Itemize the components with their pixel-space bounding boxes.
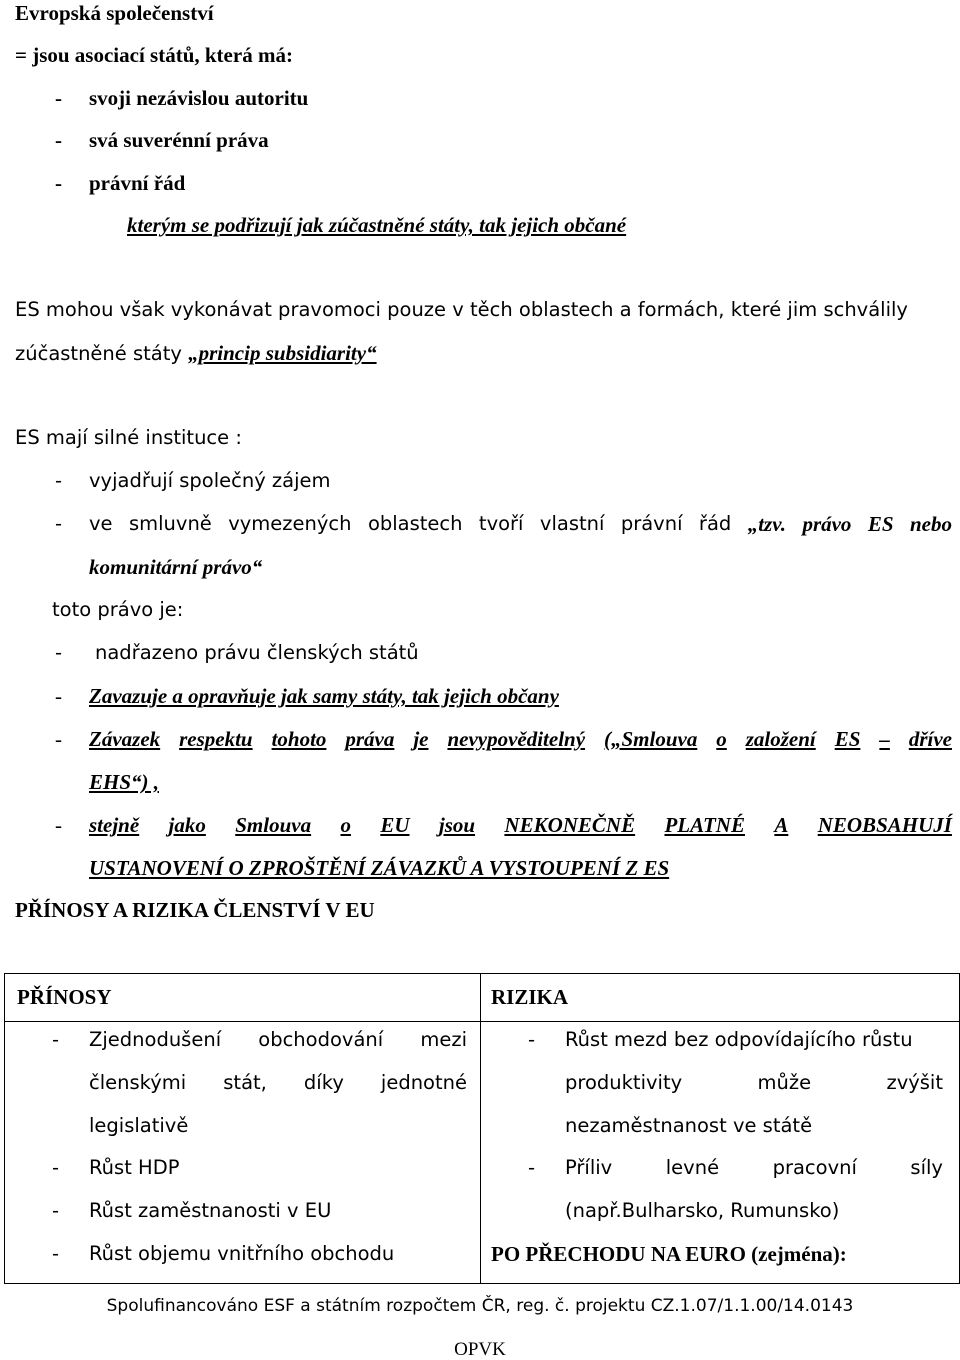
table-row	[5, 1022, 960, 1284]
word: Závazek	[89, 727, 161, 751]
word: dříve	[908, 727, 952, 751]
benefits-header: PŘÍNOSY	[17, 985, 112, 1009]
word: obchodování	[258, 1028, 384, 1051]
competence-states: zúčastněné státy	[15, 342, 189, 365]
euro-risk-heading: PO PŘECHODU NA EURO (zejména):	[491, 1242, 847, 1266]
list-dash: -	[55, 469, 63, 492]
benefits-cell	[5, 1022, 481, 1284]
word: jako	[168, 813, 206, 837]
list-dash: -	[55, 171, 62, 195]
competence-line2	[15, 343, 377, 364]
law-item-justified	[89, 729, 952, 750]
list-dash: -	[52, 1156, 60, 1179]
word: jednotné	[380, 1071, 467, 1094]
word: jsou	[438, 813, 476, 837]
benefit-item-continuation: legislativě	[89, 1114, 189, 1137]
benefit-item: Růst HDP	[89, 1156, 180, 1179]
risk-item-continuation: nezaměstnanost ve státě	[565, 1114, 813, 1137]
benefit-item	[89, 1030, 467, 1050]
risks-cell	[481, 1022, 960, 1284]
law-intro: toto právo je:	[52, 598, 184, 621]
word: může	[757, 1071, 812, 1094]
word: řád	[698, 512, 732, 535]
word: produktivity	[565, 1071, 683, 1094]
word: ES	[867, 512, 894, 536]
list-dash: -	[55, 86, 62, 110]
benefit-item: Růst zaměstnanosti v EU	[89, 1199, 332, 1222]
law-item: nadřazeno právu členských států	[95, 641, 419, 664]
definition-intro: = jsou asociací států, která má:	[15, 43, 293, 67]
word: ES	[834, 727, 861, 751]
list-dash: -	[55, 727, 62, 751]
word: vlastní	[539, 512, 605, 535]
word: mezi	[420, 1028, 467, 1051]
law-item-continuation: EHS“) ,	[89, 770, 160, 794]
institutions-item: vyjadřují společný zájem	[89, 469, 331, 492]
definition-item: svoji nezávislou autoritu	[89, 86, 309, 110]
word: nebo	[909, 512, 952, 536]
word: NEKONEČNĚ	[504, 813, 636, 837]
institutions-item-justified	[89, 514, 952, 535]
program-footer: OPVK	[454, 1339, 506, 1360]
risk-item	[565, 1158, 943, 1178]
word: právní	[620, 512, 683, 535]
risk-item: Růst mezd bez odpovídajícího růstu	[565, 1028, 913, 1051]
word: respektu	[179, 727, 253, 751]
word: Příliv	[565, 1156, 613, 1179]
table-header-cell	[5, 974, 481, 1022]
funding-footer: Spolufinancováno ESF a státním rozpočtem ČR, reg. č. projektu CZ.1.07/1.1.00/14.0143	[106, 1296, 854, 1316]
benefit-item: Růst objemu vnitřního obchodu	[89, 1242, 395, 1265]
word: oblastech	[367, 512, 463, 535]
list-dash: -	[528, 1156, 536, 1179]
word: tvoří	[478, 512, 524, 535]
competence-line1: ES mohou však vykonávat pravomoci pouze v těch oblastech a formách, které jim schválily	[15, 298, 908, 321]
law-item: Zavazuje a opravňuje jak samy státy, tak jejich občany	[89, 684, 559, 708]
table-header-cell	[481, 974, 960, 1022]
word: o	[716, 727, 727, 751]
word: stejně	[89, 813, 140, 837]
word: síly	[910, 1156, 943, 1179]
list-dash: -	[55, 641, 63, 664]
word: Smlouva	[235, 813, 312, 837]
word: nevypověditelný	[447, 727, 586, 751]
word: pracovní	[772, 1156, 857, 1179]
word: („Smlouva	[604, 727, 698, 751]
community-law-term: komunitární právo“	[89, 555, 263, 579]
word: –	[879, 727, 890, 751]
document-heading: Evropská společenství	[15, 1, 214, 25]
list-dash: -	[528, 1028, 536, 1051]
risk-item-continuation: (např.Bulharsko, Rumunsko)	[565, 1199, 840, 1222]
definition-subordinate: kterým se podřizují jak zúčastněné státy, tak jejich občané	[127, 213, 627, 237]
subsidiarity-principle: „princip subsidiarity“	[188, 341, 377, 365]
word: založení	[745, 727, 816, 751]
word: práva	[345, 727, 395, 751]
list-dash: -	[52, 1028, 60, 1051]
list-dash: -	[55, 684, 62, 708]
list-dash: -	[52, 1242, 60, 1265]
word: zvýšit	[886, 1071, 943, 1094]
benefits-risks-table	[4, 973, 960, 1284]
list-dash: -	[55, 128, 62, 152]
risk-item-continuation	[565, 1073, 943, 1093]
risks-header: RIZIKA	[491, 985, 569, 1009]
word: o	[340, 813, 351, 837]
word: díky	[303, 1071, 344, 1094]
word: levné	[665, 1156, 720, 1179]
list-dash: -	[52, 1199, 60, 1222]
list-dash: -	[55, 813, 62, 837]
word: „tzv.	[747, 512, 787, 536]
word: PLATNÉ	[664, 813, 745, 837]
word: vymezených	[228, 512, 352, 535]
word: NEOBSAHUJÍ	[817, 813, 952, 837]
word: právo	[802, 512, 852, 536]
word: ve	[89, 512, 113, 535]
table-header-row	[5, 974, 960, 1022]
word: stát,	[223, 1071, 267, 1094]
definition-item: právní řád	[89, 171, 186, 195]
word: tohoto	[271, 727, 327, 751]
law-item-justified	[89, 815, 952, 836]
institutions-intro: ES mají silné instituce :	[15, 426, 242, 449]
word: A	[774, 813, 789, 837]
word: členskými	[89, 1071, 187, 1094]
word: Zjednodušení	[89, 1028, 222, 1051]
word: EU	[380, 813, 410, 837]
word: smluvně	[128, 512, 212, 535]
list-dash: -	[55, 512, 63, 535]
benefit-item-continuation	[89, 1073, 467, 1093]
law-item-continuation: USTANOVENÍ O ZPROŠTĚNÍ ZÁVAZKŮ A VYSTOUPENÍ Z ES	[89, 856, 670, 880]
word: je	[413, 727, 429, 751]
definition-item: svá suverénní práva	[89, 128, 269, 152]
section-title: PŘÍNOSY A RIZIKA ČLENSTVÍ V EU	[15, 898, 375, 922]
